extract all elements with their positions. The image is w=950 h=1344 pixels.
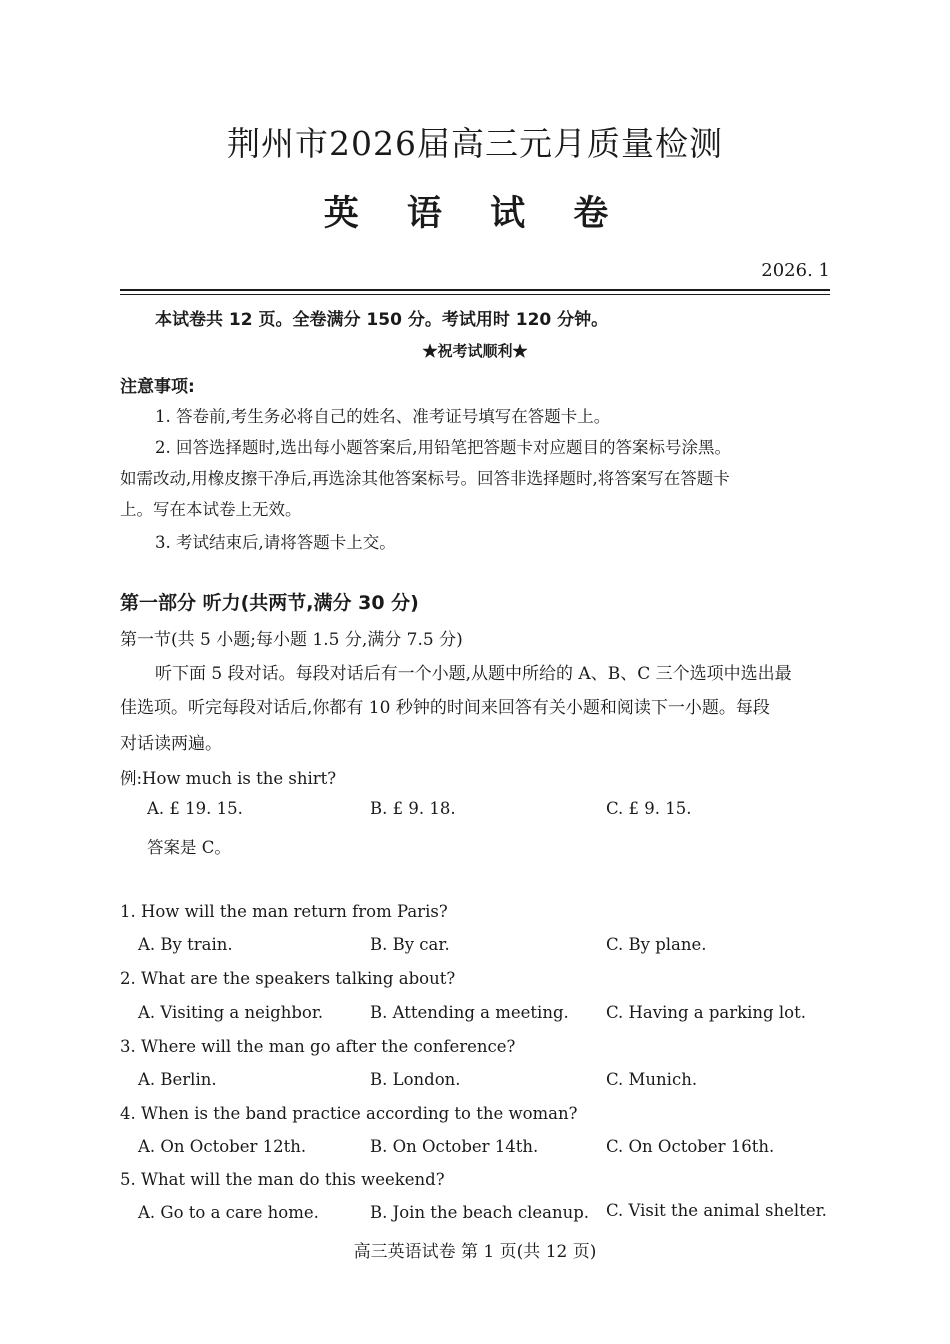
exam-title: 荆州市2026届高三元月质量检测	[227, 124, 723, 163]
question-4-option-c: C. On October 16th.	[606, 1137, 775, 1156]
question-2-option-b: B. Attending a meeting.	[370, 1003, 569, 1022]
example-option-a: A. £ 19. 15.	[147, 799, 243, 818]
header-rule-thick	[120, 289, 830, 291]
good-luck-line: ★祝考试顺利★	[422, 342, 528, 360]
notice-item-1: 1. 答卷前,考生务必将自己的姓名、准考证号填写在答题卡上。	[155, 407, 611, 426]
question-5-option-c: C. Visit the animal shelter.	[606, 1201, 827, 1220]
part1-heading: 第一部分 听力(共两节,满分 30 分)	[120, 592, 419, 614]
exam-date: 2026. 1	[761, 260, 830, 281]
question-2: 2. What are the speakers talking about?	[120, 969, 456, 988]
question-4-option-b: B. On October 14th.	[370, 1137, 539, 1156]
question-3-option-a: A. Berlin.	[138, 1070, 217, 1089]
notice-item-3: 3. 考试结束后,请将答题卡上交。	[155, 533, 396, 552]
example-answer: 答案是 C。	[147, 838, 231, 857]
notice-heading: 注意事项:	[120, 377, 195, 397]
question-1-option-c: C. By plane.	[606, 935, 707, 954]
question-5: 5. What will the man do this weekend?	[120, 1170, 445, 1189]
notice-item-2-line-1: 2. 回答选择题时,选出每小题答案后,用铅笔把答题卡对应题目的答案标号涂黑。	[155, 438, 731, 457]
question-1-option-a: A. By train.	[138, 935, 233, 954]
instruction-line-3: 对话读两遍。	[120, 734, 222, 754]
question-2-option-a: A. Visiting a neighbor.	[138, 1003, 324, 1022]
example-option-b: B. £ 9. 18.	[370, 799, 456, 818]
question-5-option-b: B. Join the beach cleanup.	[370, 1203, 590, 1222]
question-4: 4. When is the band practice according to the woman?	[120, 1104, 578, 1123]
exam-intro: 本试卷共 12 页。全卷满分 150 分。考试用时 120 分钟。	[155, 310, 609, 330]
question-3: 3. Where will the man go after the conference?	[120, 1037, 516, 1056]
question-4-option-a: A. On October 12th.	[138, 1137, 307, 1156]
instruction-line-2: 佳选项。听完每段对话后,你都有 10 秒钟的时间来回答有关小题和阅读下一小题。每段	[120, 698, 770, 718]
question-1-option-b: B. By car.	[370, 935, 450, 954]
question-3-option-b: B. London.	[370, 1070, 461, 1089]
instruction-line-1: 听下面 5 段对话。每段对话后有一个小题,从题中所给的 A、B、C 三个选项中选出最	[155, 664, 792, 684]
section1-heading: 第一节(共 5 小题;每小题 1.5 分,满分 7.5 分)	[120, 630, 463, 650]
notice-item-2-line-2: 如需改动,用橡皮擦干净后,再选涂其他答案标号。回答非选择题时,将答案写在答题卡	[120, 469, 730, 488]
example-question: 例:How much is the shirt?	[120, 769, 337, 788]
question-3-option-c: C. Munich.	[606, 1070, 698, 1089]
notice-item-2-line-3: 上。写在本试卷上无效。	[120, 500, 302, 519]
question-5-option-a: A. Go to a care home.	[138, 1203, 319, 1222]
question-1: 1. How will the man return from Paris?	[120, 902, 448, 921]
example-option-c: C. £ 9. 15.	[606, 799, 692, 818]
exam-subtitle: 英 语 试 卷	[323, 194, 627, 234]
question-2-option-c: C. Having a parking lot.	[606, 1003, 806, 1022]
header-rule-thin	[120, 294, 830, 295]
page-footer: 高三英语试卷 第 1 页(共 12 页)	[353, 1242, 597, 1262]
